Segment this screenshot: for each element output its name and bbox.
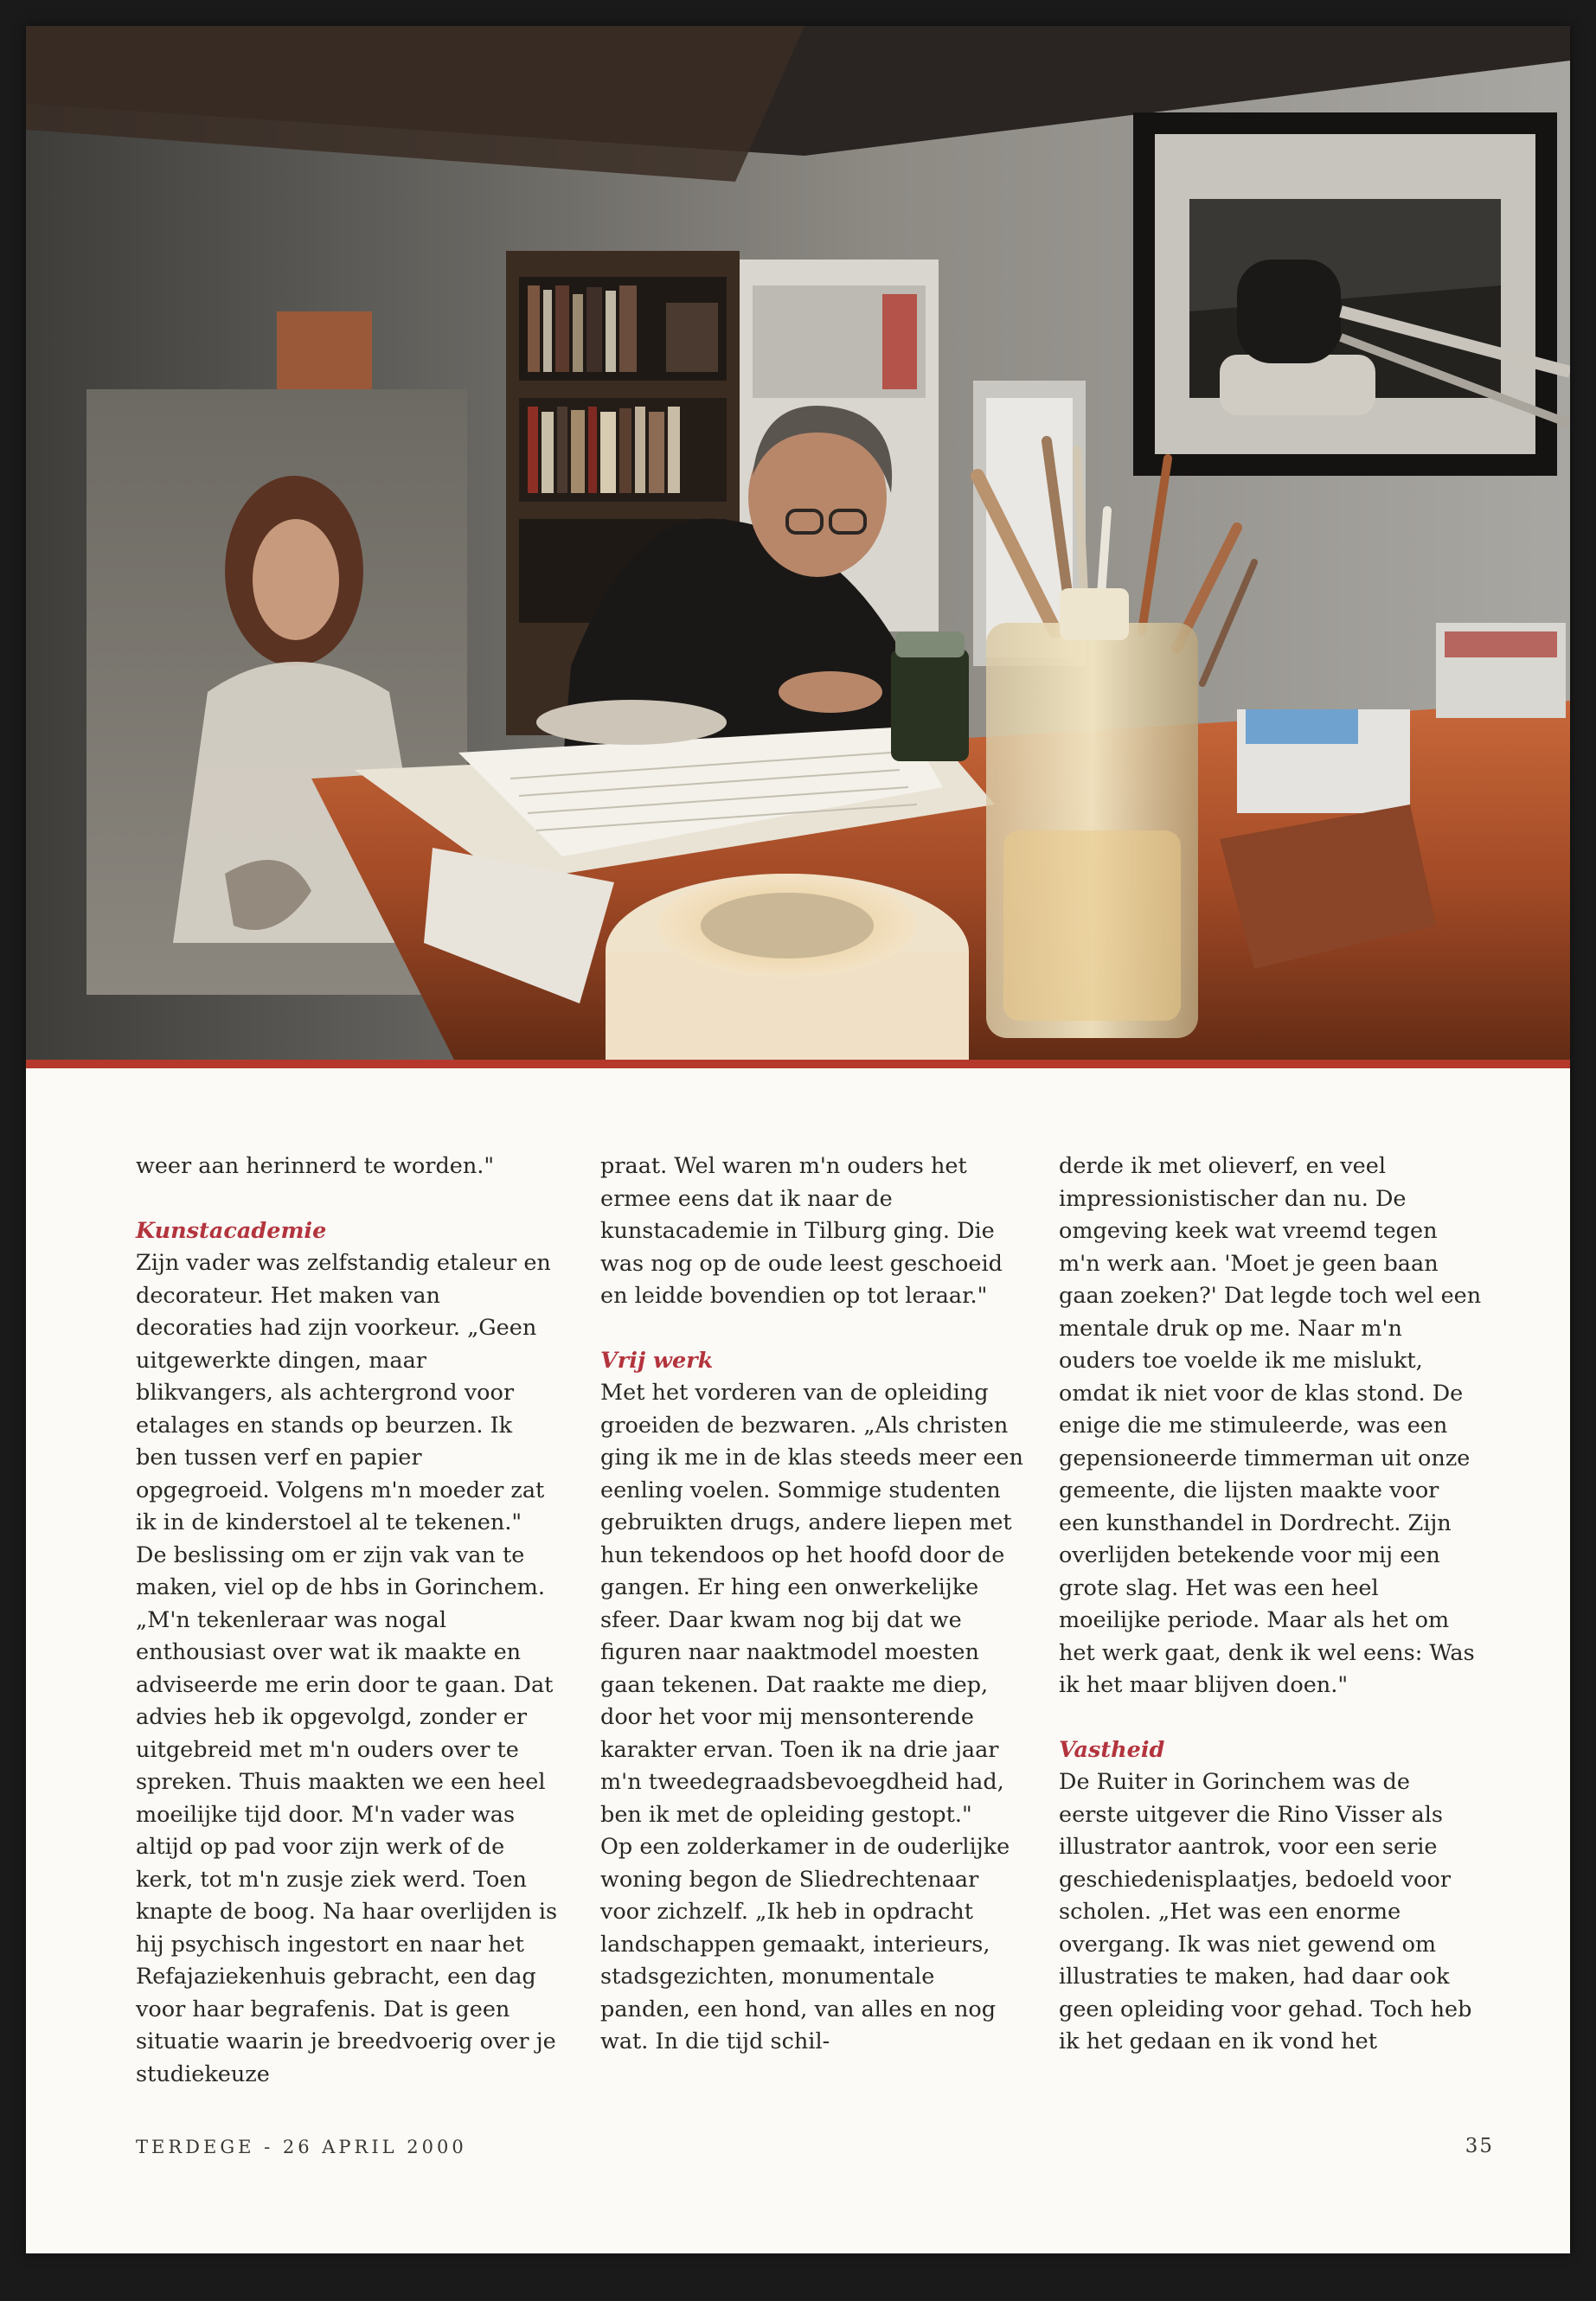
paragraph: weer aan herinnerd te worden."	[136, 1153, 495, 1179]
magazine-page	[26, 26, 1570, 2253]
paragraph: Zijn vader was zelfstandig etaleur en decorateur. Het maken van decoraties had zijn voorkeur. „Geen uitgewerkte dingen, maar blikvangers, als achtergrond voor etalages en stands op beurzen. Ik ben tussen verf en papier opgegroeid. Volgens m'n moeder zat ik in de kinderstoel al te tekenen."	[136, 1250, 551, 1535]
studio-photo	[26, 26, 1570, 1068]
subheading-vastheid: Vastheid	[1059, 1736, 1165, 1763]
paragraph: praat. Wel waren m'n ouders het ermee eens dat ik naar de kunstacademie in Tilburg ging. Die was nog op de oude leest geschoeid en leidde bovendien op tot leraar."	[600, 1153, 1003, 1309]
artist-studio-illustration	[26, 26, 1570, 1068]
column-1	[136, 1150, 560, 2091]
footer-magazine-date: TERDEGE - 26 APRIL 2000	[136, 2137, 467, 2157]
subheading-vrij-werk: Vrij werk	[600, 1347, 714, 1374]
paragraph: De beslissing om er zijn vak van te maken, viel op de hbs in Gorinchem. „M'n tekenleraar was nogal enthousiast over wat ik maakte en adviseerde me erin door te gaan. Dat advies heb ik opgevolgd, zonder er uitgebreid met m'n ouders over te spreken. Thuis maakten we een heel moeilijke tijd door. M'n vader was altijd op pad voor zijn werk of de kerk, tot m'n zusje ziek werd. Toen knapte de boog. Na haar overlijden is hij psychisch ingestort en naar het Refajaziekenhuis gebracht, een dag voor haar begrafenis. Dat is geen situatie waarin je breedvoerig over je studiekeuze	[136, 1541, 558, 2087]
column-2	[600, 1150, 1024, 2059]
paragraph: Met het vorderen van de opleiding groeiden de bezwaren. „Als christen ging ik me in de klas steeds meer een eenling voelen. Sommige studenten gebruikten drugs, andere liepen met hun tekendoos op het hoofd door de gangen. Er hing een onwerkelijke sfeer. Daar kwam nog bij dat we figuren naar naaktmodel moesten gaan tekenen. Dat raakte me diep, door het voor mij mensonterende karakter ervan. Toen ik na drie jaar m'n tweedegraadsbevoegdheid had, ben ik met de opleiding gestopt."	[600, 1380, 1023, 1828]
paragraph: Op een zolderkamer in de ouderlijke woning begon de Sliedrechtenaar voor zichzelf. „Ik heb in opdracht landschappen gemaakt, interieurs, stadsgezichten, monumentale panden, een hond, van alles en nog wat. In die tijd schil-	[600, 1834, 1010, 2054]
paragraph: derde ik met olieverf, en veel impressionistischer dan nu. De omgeving keek wat vreemd tegen m'n werk aan. 'Moet je geen baan gaan zoeken?' Dat legde toch wel een mentale druk op me. Naar m'n ouders toe voelde ik me mislukt, omdat ik niet voor de klas stond. De enige die me stimuleerde, was een gepensioneerde timmerman uit onze gemeente, die lijsten maakte voor een kunsthandel in Dordrecht. Zijn overlijden betekende voor mij een grote slag. Het was een heel moeilijke periode. Maar als het om het werk gaat, denk ik wel eens: Was ik het maar blijven doen."	[1059, 1153, 1482, 1698]
subheading-kunstacademie: Kunstacademie	[136, 1217, 327, 1244]
column-3	[1059, 1150, 1483, 2059]
paragraph: De Ruiter in Gorinchem was de eerste uitgever die Rino Visser als illustrator aantrok, voor een serie geschiedenisplaatjes, bedoeld voor scholen. „Het was een enorme overgang. Ik was niet gewend om illustraties te maken, had daar ook geen opleiding voor gehad. Toch heb ik het gedaan en ik vond het	[1059, 1769, 1472, 2054]
article-body	[136, 1150, 1503, 2102]
page-number: 35	[1465, 2135, 1494, 2157]
